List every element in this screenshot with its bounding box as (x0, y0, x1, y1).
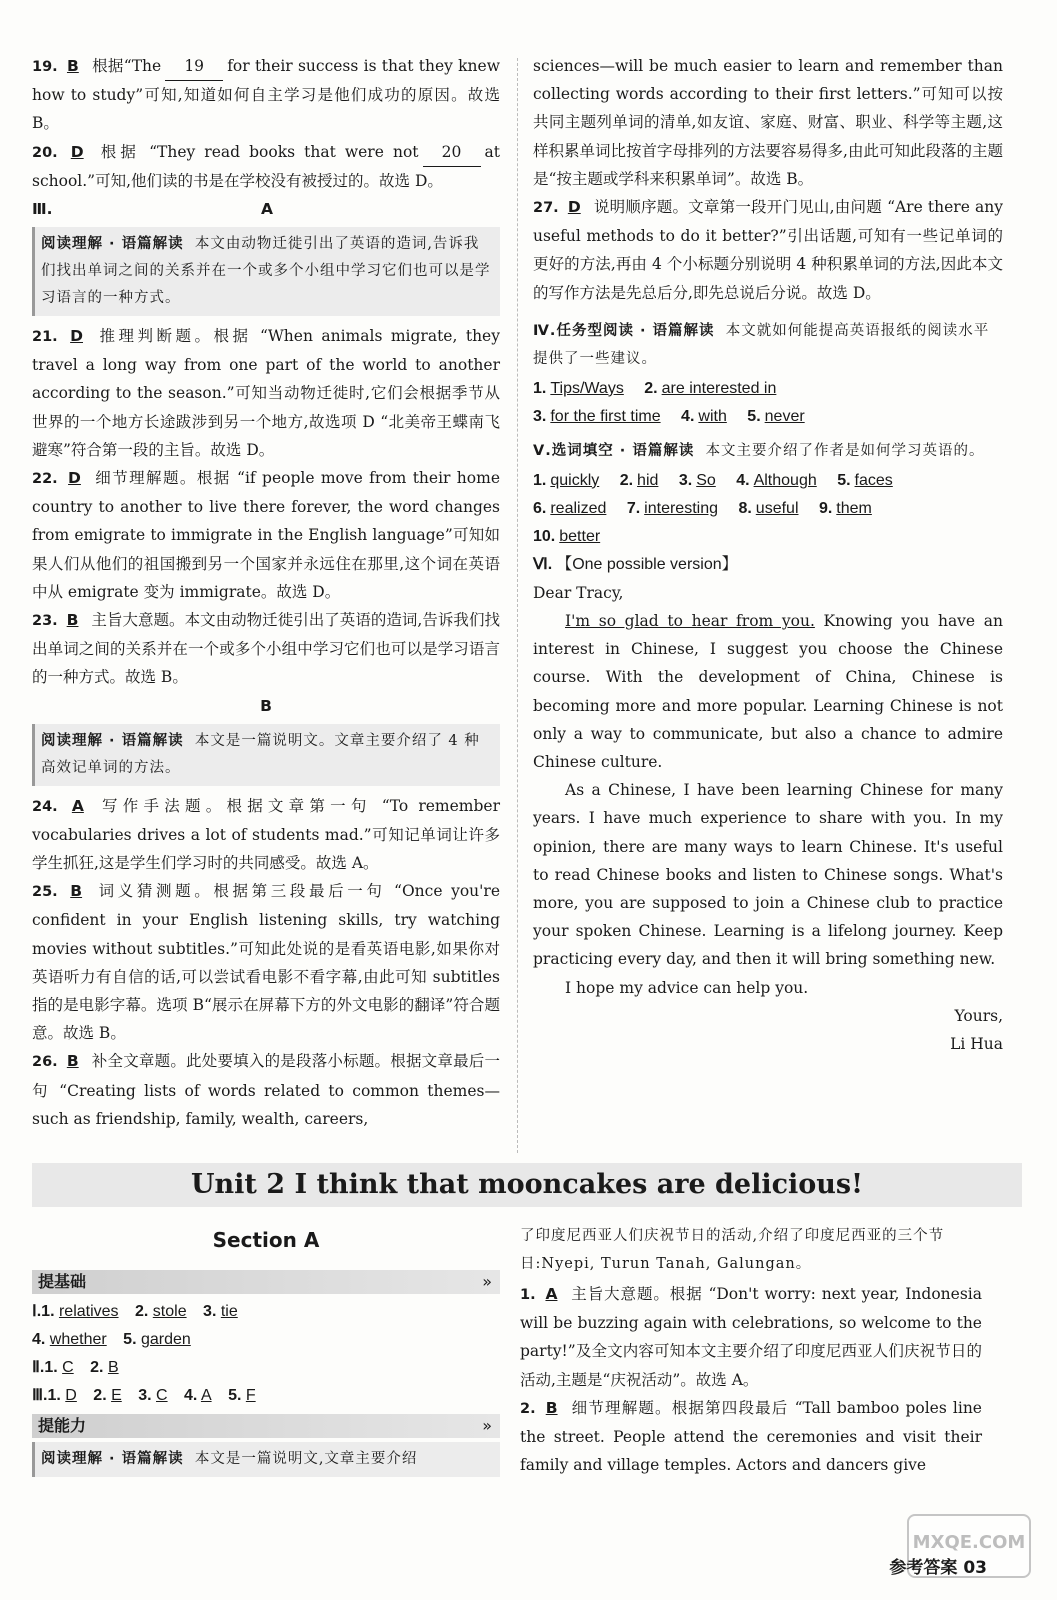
sub-heading-b: B (260, 696, 272, 715)
summary-text: 本文就如何能提高英语报纸的阅读水平提供了一些建议。 (533, 322, 990, 367)
answer-20 (32, 138, 500, 195)
item-answer: garden (140, 1331, 191, 1348)
item-number: 2. (644, 379, 658, 397)
summary-text: 本文是一篇说明文,文章主要介绍 (194, 1451, 418, 1467)
q-number: 20. (32, 144, 58, 161)
item-number: 3. (203, 1303, 217, 1320)
q-text: 细节理解题。根据 “if people move from their home country to another to live there forever, the word changes from emigrate to immigrate in the English language”可知如果人们从他们的祖国搬到另一个国家并永远住在那里,这个词在英语中从 emigrate 变为 immigrate。故选 D。 (32, 469, 500, 601)
answer-21 (32, 322, 500, 464)
letter-paragraph-1 (533, 607, 1003, 776)
letter-paragraph-3: I hope my advice can help you. (565, 978, 809, 997)
unit-title: Unit 2 I think that mooncakes are delicious! (191, 1169, 863, 1200)
band-label: 提基础 (38, 1272, 87, 1291)
item-answer: C (156, 1387, 168, 1404)
item-number: 2. (93, 1387, 107, 1404)
q-text: at school.”可知,他们读的书是在学校没有被授过的。故选 D。 (32, 142, 500, 190)
summary-label: 任务型阅读 · 语篇解读 (556, 322, 715, 339)
bottom-right-column (520, 1220, 982, 1479)
chevron-right-icon: » (482, 1272, 492, 1291)
q-answer: D (70, 327, 83, 346)
item-answer: are interested in (661, 379, 777, 397)
item-answer: whether (49, 1331, 107, 1348)
roman-numeral: Ⅴ. (533, 442, 552, 459)
v-answers-row-3 (533, 523, 1003, 551)
q-number: 23. (32, 613, 58, 630)
summary-text: 本文是一篇说明文。文章主要介绍了 4 种高效记单词的方法。 (41, 732, 480, 776)
letter-closing: Yours, (954, 1006, 1003, 1025)
page-number: 03 (963, 1558, 987, 1578)
answer-23 (32, 606, 500, 692)
item-answer: better (559, 527, 601, 545)
summary-label: 阅读理解 · 语篇解读 (41, 1451, 184, 1467)
answer-24 (32, 792, 500, 878)
item-answer: interesting (644, 499, 718, 517)
iv-answers-row-2 (533, 403, 1003, 431)
summary-text: 本文由动物迁徙引出了英语的造词,告诉我们找出单词之间的关系并在一个或多个小组中学习它们也可以是学习语言的一种方式。 (41, 236, 491, 307)
q-answer: B (66, 1052, 79, 1071)
sub-heading: A (261, 200, 273, 219)
right-column (533, 52, 1003, 1058)
paragraph-text: Knowing you have an interest in Chinese, I suggest you choose the Chinese course. With the development of China, Chinese is becoming more and more popular. Learning Chinese is not only a way to communicate, but also a chance to admire Chinese culture. (533, 612, 1003, 772)
item-number: 7. (626, 499, 641, 517)
answer-25 (32, 877, 500, 1047)
q-answer: D (567, 198, 581, 217)
band-basic (32, 1270, 500, 1294)
summary-text: 本文主要介绍了作者是如何学习英语的。 (705, 442, 985, 459)
page-footer (889, 1553, 987, 1578)
roman-numeral: Ⅲ. (32, 1387, 48, 1404)
q-number: 25. (32, 884, 58, 901)
q-answer: B (66, 57, 79, 75)
q-answer: A (545, 1285, 558, 1303)
unit-title-bar (32, 1163, 1022, 1207)
section-v-summary (533, 437, 1003, 465)
q-answer: D (70, 142, 84, 161)
i-answers-row-1 (32, 1298, 500, 1326)
item-number: 3. (533, 407, 547, 425)
summary-label: 阅读理解 · 语篇解读 (41, 236, 184, 253)
q-number: 1. (520, 1287, 536, 1303)
column-divider (517, 58, 518, 1153)
q-text: 词义猜测题。根据第三段最后一句 “Once you're confident in your English listening skills, try watching movies without subtitles.”可知此处说的是看英语电影,如果你对英语听力有自信的话,可以尝试看电影不看字幕,由此可知 subtitles 指的是电影字幕。选项 B“展示在屏幕下方的外文电影的翻译”符合题意。故选 B。 (32, 882, 500, 1043)
item-number: 2. (90, 1359, 104, 1376)
item-answer: quickly (550, 471, 600, 489)
item-number: 5. (123, 1331, 137, 1348)
q-number: 24. (32, 798, 58, 815)
left-column (32, 52, 500, 1133)
item-answer: with (698, 407, 727, 425)
v-answers-row-2 (533, 495, 1003, 523)
q-text: 主旨大意题。本文由动物迁徙引出了英语的造词,告诉我们找出单词之间的关系并在一个或多个小组中学习它们也可以是学习语言的一种方式。故选 B。 (32, 611, 500, 687)
answer-26-continued: sciences—will be much easier to learn and remember than collecting words according to their first letters.”可知可以按共同主题列单词的清单,如友谊、家庭、财富、职业、科学等主题,这样积累单词比按首字母排列的方法要容易得多,由此可知此段落的主题是“按主题或学科来积累单词”。故选 B。 (533, 57, 1003, 188)
band-label: 提能力 (38, 1416, 87, 1435)
q-number: 2. (520, 1400, 536, 1417)
summary-label: 阅读理解 · 语篇解读 (41, 732, 184, 749)
item-answer: E (111, 1387, 122, 1404)
item-answer: A (200, 1387, 212, 1404)
q-number: 26. (32, 1054, 58, 1071)
item-number: 5. (228, 1387, 242, 1404)
letter-greeting: Dear Tracy, (533, 583, 624, 602)
item-answer: for the first time (550, 407, 661, 425)
q-text: 细节理解题。根据第四段最后 “Tall bamboo poles line the street. People attend the ceremonies and visit their family and village temples. Actors and dancers give (520, 1398, 982, 1475)
summary-label: 选词填空 · 语篇解读 (551, 442, 695, 459)
iii-answers-row (32, 1382, 500, 1410)
item-answer: them (836, 499, 872, 517)
item-answer: realized (550, 499, 607, 517)
item-answer: So (696, 471, 716, 489)
chevron-right-icon: » (482, 1416, 492, 1435)
q-text: 根据“The (92, 57, 162, 75)
iv-answers-row-1 (533, 375, 1003, 403)
letter-signature: Li Hua (950, 1035, 1003, 1054)
answer-u2-1 (520, 1280, 982, 1394)
roman-numeral: Ⅲ. (32, 200, 53, 219)
q-number: 19. (32, 59, 58, 75)
item-number: 9. (818, 499, 833, 517)
watermark-text: MXQE.COM (912, 1532, 1026, 1553)
item-number: 4. (736, 471, 750, 489)
item-number: 4. (681, 407, 695, 425)
q-number: 27. (533, 200, 559, 217)
q-text: 说明顺序题。文章第一段开门见山,由问题 “Are there any useful methods to do it better?”引出话题,可知有一些记单词的更好的方法,再由 4 个小标题分别说明 4 种积累单词的方法,因此本文的写作方法是先总后分,即先总说后分说。故选 D。 (533, 198, 1004, 302)
footer-label: 参考答案 (889, 1558, 958, 1578)
item-number: 4. (184, 1387, 198, 1404)
letter-paragraph-2: As a Chinese, I have been learning Chinese for many years. I have much experience to share with you. In my opinion, there are many ways to learn Chinese. It's useful to read Chinese books and listen to Chinese songs. What's more, you are supposed to join a Chinese club to practice your spoken Chinese. Learning is a lifelong journey. Keep practicing every day, and then it will bring something new. (533, 781, 1003, 969)
q-answer: B (66, 611, 79, 630)
passage-summary-unit2 (32, 1442, 500, 1477)
answer-26 (32, 1047, 500, 1133)
item-answer: D (65, 1387, 77, 1404)
answer-22 (32, 464, 500, 606)
q-number: 22. (32, 471, 58, 488)
roman-numeral: Ⅵ. (533, 555, 553, 573)
passage-summary-b (32, 724, 500, 786)
item-answer: Although (753, 471, 817, 489)
q-answer: D (68, 469, 81, 488)
bottom-left-column (32, 1222, 500, 1483)
answer-u2-2 (520, 1394, 982, 1480)
item-number: 1. (47, 1387, 61, 1404)
q-text: 补全文章题。此处要填入的是段落小标题。根据文章最后一句 “Creating lists of words related to common themes—such as friendship, family, wealth, careers, (32, 1052, 500, 1128)
item-answer: stole (152, 1303, 187, 1320)
item-answer: useful (755, 499, 799, 517)
underlined-sentence: I'm so glad to hear from you. (565, 612, 815, 631)
v-answers-row-1 (533, 467, 1003, 495)
roman-numeral: Ⅱ. (32, 1359, 45, 1376)
q-answer: B (545, 1398, 558, 1417)
summary-continued: 了印度尼西亚人们庆祝节日的活动,介绍了印度尼西亚的三个节日:Nyepi, Turun Tanah, Galungan。 (520, 1228, 945, 1272)
q-text: for their success is that they knew how to study”可知,知道如何自主学习是他们成功的原因。故选 B。 (32, 57, 500, 133)
item-answer: tie (220, 1303, 238, 1320)
item-answer: faces (854, 471, 893, 489)
item-number: 5. (747, 407, 761, 425)
sample-letter (533, 579, 1003, 1058)
item-answer: Tips/Ways (550, 379, 624, 397)
passage-summary-a (32, 227, 500, 316)
blank-20: 20 (423, 138, 481, 167)
item-number: 2. (619, 471, 634, 489)
item-answer: F (245, 1387, 256, 1404)
item-number: 8. (738, 499, 752, 517)
item-number: 10. (533, 527, 556, 545)
item-number: 1. (533, 379, 547, 397)
version-label: 【One possible version】 (556, 555, 738, 573)
item-number: 1. (44, 1359, 58, 1376)
section-iv-summary (533, 317, 1003, 373)
roman-numeral: Ⅰ. (32, 1303, 42, 1320)
q-text: 根据 “They read books that were not (100, 142, 419, 161)
item-number: 3. (678, 471, 693, 489)
roman-numeral: Ⅳ. (533, 322, 557, 339)
item-number: 2. (135, 1303, 149, 1320)
section-vi-heading (533, 551, 1003, 579)
q-answer: B (70, 882, 83, 901)
item-number: 4. (32, 1331, 46, 1348)
section-iii-heading (32, 195, 500, 223)
item-answer: hid (637, 471, 659, 489)
item-number: 1. (533, 471, 547, 489)
section-title: Section A (212, 1228, 320, 1252)
q-text: 主旨大意题。根据 “Don't worry: next year, Indonesia will be buzzing again with celebrations, so welcome to the party!”及全文内容可知本文主要介绍了印度尼西亚人们庆祝节日的活动,主题是“庆祝活动”。故选 A。 (520, 1285, 982, 1389)
blank-19: 19 (165, 52, 223, 81)
item-answer: relatives (58, 1303, 119, 1320)
band-ability (32, 1414, 500, 1438)
item-answer: B (107, 1359, 119, 1376)
q-text: 写作手法题。根据文章第一句 “To remember vocabularies drives a lot of students mad.”可知记单词让许多学生抓狂,这是学生们学习时的共同感受。故选 A。 (32, 796, 500, 873)
q-text: 推理判断题。根据 “When animals migrate, they travel a long way from one part of the world to another according to the season.”可知当动物迁徙时,它们会根据季节从世界的一个地方长途跋涉到另一个地方,故选项 D “北美帝王蝶南飞避寒”符合第一段的主旨。故选 D。 (32, 327, 500, 459)
q-answer: A (71, 796, 84, 815)
q-number: 21. (32, 329, 58, 346)
item-number: 6. (533, 499, 547, 517)
item-number: 3. (138, 1387, 152, 1404)
ii-answers-row (32, 1354, 500, 1382)
i-answers-row-2 (32, 1326, 500, 1354)
item-number: 1. (41, 1303, 55, 1320)
answer-27 (533, 193, 1003, 307)
item-answer: C (62, 1359, 74, 1376)
item-answer: never (764, 407, 805, 425)
answer-19 (32, 52, 500, 138)
item-number: 5. (837, 471, 851, 489)
